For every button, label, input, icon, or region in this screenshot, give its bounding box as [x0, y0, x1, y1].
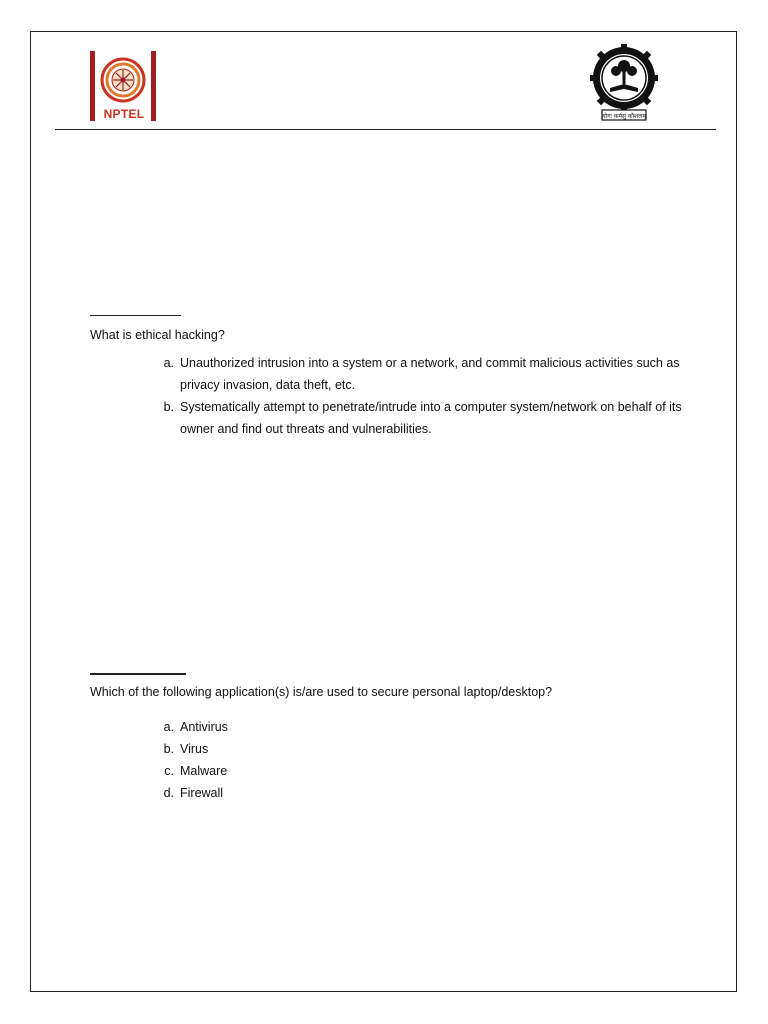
nptel-emblem-icon	[99, 55, 147, 105]
option-marker: b.	[163, 400, 174, 414]
institute-emblem	[588, 44, 660, 122]
header-divider	[55, 129, 716, 130]
logo-bar-left	[90, 51, 95, 121]
page-border	[30, 31, 737, 992]
option-marker: a.	[163, 356, 174, 370]
option-text: Antivirus	[180, 720, 228, 734]
nptel-logo	[90, 51, 158, 121]
option-marker: d.	[163, 786, 174, 800]
question-number-blank	[90, 315, 181, 316]
option-marker: b.	[163, 742, 174, 756]
option-text: Virus	[180, 742, 209, 756]
question-number-blank	[90, 673, 186, 675]
question-text: Which of the following application(s) is/are used to secure personal laptop/desktop?	[90, 685, 553, 699]
logo-bar-right	[151, 51, 156, 121]
answer-option	[152, 352, 692, 396]
answer-option	[152, 396, 692, 440]
option-text: Firewall	[180, 786, 224, 800]
option-text: Systematically attempt to penetrate/intrude into a computer system/network on behalf of its owner and find out threats and vulnerabilities.	[180, 400, 682, 436]
iit-emblem-icon	[588, 44, 660, 122]
question-text: What is ethical hacking?	[90, 328, 225, 342]
emblem-motto: योगः कर्मसु कौशलम्	[602, 113, 646, 120]
option-text: Malware	[180, 764, 228, 778]
nptel-logo-text: NPTEL	[103, 107, 145, 121]
option-marker: c.	[164, 764, 174, 778]
option-marker: a.	[163, 720, 174, 734]
option-text: Unauthorized intrusion into a system or a network, and commit malicious activities such as privacy invasion, data theft, etc.	[180, 356, 680, 392]
